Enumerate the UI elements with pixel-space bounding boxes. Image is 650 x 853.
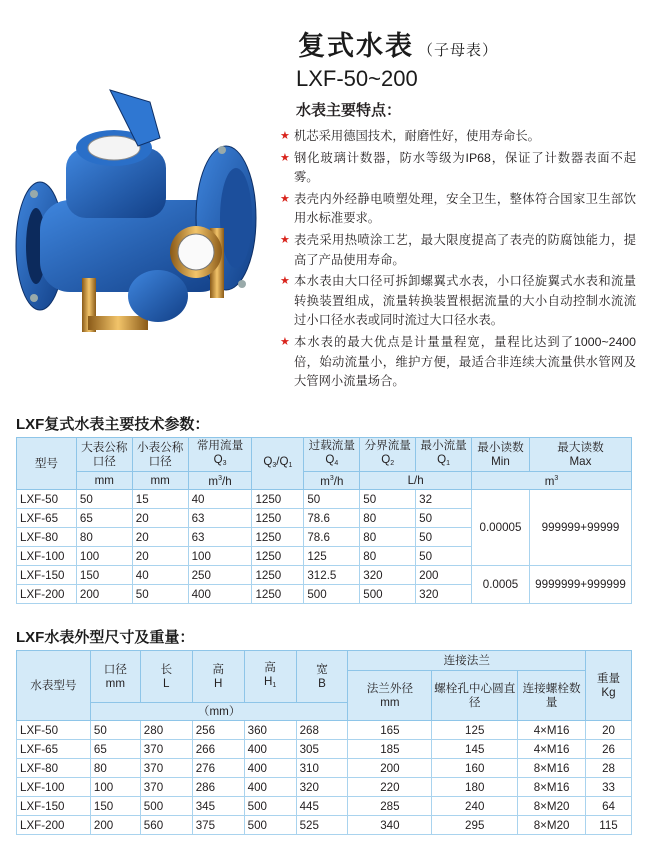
tech-params-table: [16, 437, 632, 604]
col-ratio: $Q_3/Q_1$: [252, 438, 304, 490]
unit-m3: $m^3$: [472, 472, 632, 490]
feature-item: [280, 149, 636, 188]
star-bullet-icon: ★: [280, 151, 290, 164]
unit-mm: （mm）: [90, 703, 348, 721]
feature-text: 钢化玻璃计数器，防水等级为IP68，保证了计数器表面不起雾。: [294, 150, 636, 185]
star-bullet-icon: ★: [280, 192, 290, 205]
feature-text: 机芯采用德国技术，耐磨性好，使用寿命长。: [294, 129, 540, 143]
features-list: [280, 127, 636, 394]
col-q2: 分界流量 $Q_2$: [360, 438, 416, 472]
col-q4: 过载流量 $Q_4$: [304, 438, 360, 472]
table-row: LXF-80 80 370 276 400 310 200 160 8×M16 28: [17, 759, 632, 778]
col-model: 型号: [17, 438, 77, 490]
unit-mm: mm: [132, 472, 188, 490]
col-weight: 重量 Kg: [586, 651, 632, 721]
features-heading: 水表主要特点：: [296, 102, 402, 119]
feature-item: [280, 333, 636, 392]
col-model: 水表型号: [17, 651, 91, 721]
max-reading-a: 999999+99999: [529, 490, 631, 566]
min-reading-a: 0.00005: [472, 490, 530, 566]
tech-params-heading: LXF复式水表主要技术参数：: [16, 416, 210, 433]
table-row: LXF-100 100 20 100 1250 125 80 50: [17, 547, 632, 566]
table-row: LXF-150 150 40 250 1250 312.5 320 200 0.0005 9999999+999999: [17, 566, 632, 585]
table-row: LXF-100 100 370 286 400 320 220 180 8×M16 33: [17, 778, 632, 797]
table-row: LXF-200 200 50 400 1250 500 500 320: [17, 585, 632, 604]
table-row: LXF-65 65 370 266 400 305 185 145 4×M16 26: [17, 740, 632, 759]
col-max-read: 最大读数 Max: [529, 438, 631, 472]
water-meter-image: [10, 78, 272, 338]
star-bullet-icon: ★: [280, 233, 290, 246]
col-q1: 最小流量 $Q_1$: [416, 438, 472, 472]
col-length: 长 L: [140, 651, 192, 703]
feature-text: 本水表的最大优点是计量量程宽，量程比达到了1000~2400倍，始动流量小，维护方便，最适合非连续大流量供水管网及大管网小流量场合。: [294, 334, 636, 389]
col-small-dn: 小表公称口径: [132, 438, 188, 472]
feature-item: [280, 272, 636, 331]
max-reading-b: 9999999+999999: [529, 566, 631, 604]
unit-mm: mm: [76, 472, 132, 490]
page-title: [298, 24, 498, 63]
table-row: LXF-65 65 20 63 1250 78.6 80 50: [17, 509, 632, 528]
col-big-dn: 大表公称口径: [76, 438, 132, 472]
col-height: 高 H: [192, 651, 244, 703]
col-flange-od: 法兰外径 mm: [348, 671, 432, 721]
dimensions-heading: LXF水表外型尺寸及重量：: [16, 629, 195, 646]
feature-text: 表壳内外经静电喷塑处理，安全卫生，整体符合国家卫生部饮用水标准要求。: [294, 191, 636, 226]
table-row: LXF-150 150 500 345 500 445 285 240 8×M20 64: [17, 797, 632, 816]
col-flange: 连接法兰: [348, 651, 586, 671]
feature-text: 表壳采用热喷涂工艺，最大限度提高了表壳的防腐蚀能力，提高了产品使用寿命。: [294, 232, 636, 267]
unit-m3h: $m^3/h$: [304, 472, 360, 490]
star-bullet-icon: ★: [280, 130, 290, 142]
unit-m3h: $m^3/h$: [188, 472, 252, 490]
col-q3: 常用流量 $Q_3$: [188, 438, 252, 472]
col-width: 宽 B: [296, 651, 348, 703]
feature-item: [280, 231, 636, 270]
table-row: LXF-50 50 15 40 1250 50 50 32 0.00005 999999+99999: [17, 490, 632, 509]
col-height1: 高 $H_1$: [244, 651, 296, 703]
star-bullet-icon: ★: [280, 275, 290, 288]
table-row: LXF-200 200 560 375 500 525 340 295 8×M20 115: [17, 816, 632, 835]
col-bolt-count: 连接螺栓数量: [518, 671, 586, 721]
model-range: LXF-50~200: [296, 66, 418, 91]
dimensions-table: [16, 650, 632, 835]
feature-text: 本水表由大口径可拆卸螺翼式水表，小口径旋翼式水表和流量转换装置组成，流量转换装置根据流量的大小自动控制水流流过小口径水表或同时流过大口径水表。: [294, 274, 636, 328]
col-dn: 口径 mm: [90, 651, 140, 703]
feature-item: [280, 127, 636, 147]
star-bullet-icon: ★: [280, 335, 290, 348]
min-reading-b: 0.0005: [472, 566, 530, 604]
table-row: LXF-80 80 20 63 1250 78.6 80 50: [17, 528, 632, 547]
title-subtitle: （子母表）: [418, 42, 499, 59]
col-min-read: 最小读数 Min: [472, 438, 530, 472]
table-row: LXF-50 50 280 256 360 268 165 125 4×M16 20: [17, 721, 632, 740]
title-main: 复式水表: [298, 31, 414, 61]
col-bolt-circle: 螺栓孔中心圆直径: [432, 671, 518, 721]
feature-item: [280, 190, 636, 229]
unit-lh: L/h: [360, 472, 472, 490]
